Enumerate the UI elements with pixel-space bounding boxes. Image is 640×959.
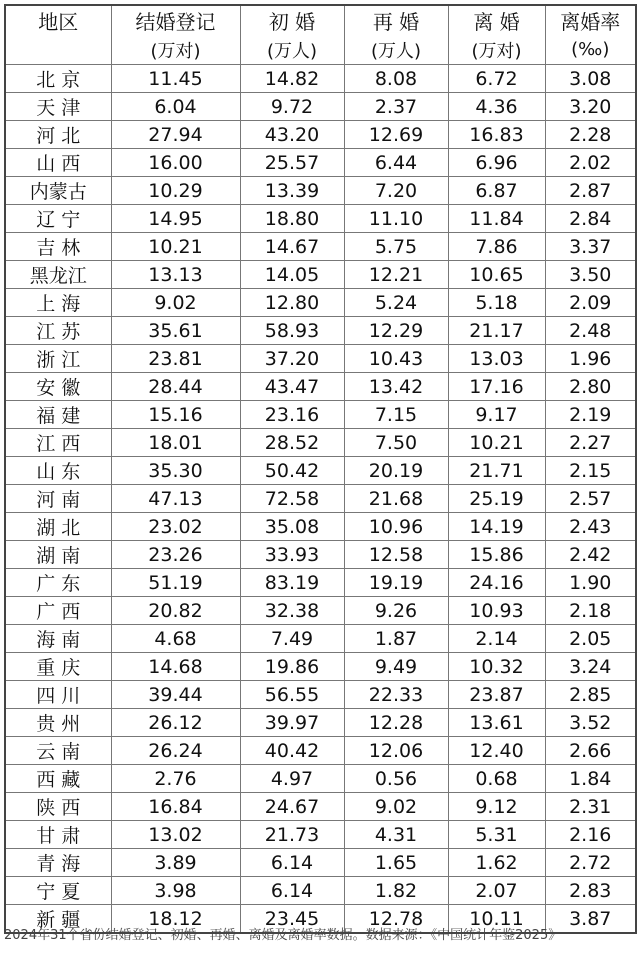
cell-marriage-registrations: 10.21 <box>111 233 240 261</box>
cell-divorce-rate: 2.28 <box>545 121 636 149</box>
cell-divorce-rate: 2.05 <box>545 625 636 653</box>
cell-remarriage: 8.08 <box>344 65 448 93</box>
cell-divorce-rate: 3.08 <box>545 65 636 93</box>
cell-divorce: 5.18 <box>448 289 545 317</box>
cell-divorce: 21.17 <box>448 317 545 345</box>
unit-divorce: (万对) <box>448 35 545 65</box>
cell-first-marriage: 56.55 <box>240 681 344 709</box>
cell-divorce-rate: 3.20 <box>545 93 636 121</box>
cell-divorce-rate: 2.84 <box>545 205 636 233</box>
cell-divorce: 9.17 <box>448 401 545 429</box>
cell-first-marriage: 18.80 <box>240 205 344 233</box>
cell-divorce-rate: 1.90 <box>545 569 636 597</box>
cell-first-marriage: 83.19 <box>240 569 344 597</box>
cell-remarriage: 4.31 <box>344 821 448 849</box>
cell-region: 四 川 <box>5 681 111 709</box>
cell-first-marriage: 35.08 <box>240 513 344 541</box>
cell-divorce: 12.40 <box>448 737 545 765</box>
cell-divorce: 10.32 <box>448 653 545 681</box>
cell-remarriage: 12.58 <box>344 541 448 569</box>
cell-marriage-registrations: 35.61 <box>111 317 240 345</box>
cell-first-marriage: 43.20 <box>240 121 344 149</box>
cell-remarriage: 7.20 <box>344 177 448 205</box>
table-row <box>5 681 636 709</box>
cell-remarriage: 9.02 <box>344 793 448 821</box>
table-row <box>5 709 636 737</box>
cell-marriage-registrations: 23.26 <box>111 541 240 569</box>
cell-divorce: 6.72 <box>448 65 545 93</box>
cell-remarriage: 19.19 <box>344 569 448 597</box>
cell-divorce-rate: 1.96 <box>545 345 636 373</box>
cell-region: 新 疆 <box>5 905 111 934</box>
cell-divorce: 24.16 <box>448 569 545 597</box>
table-row <box>5 429 636 457</box>
cell-first-marriage: 13.39 <box>240 177 344 205</box>
cell-remarriage: 12.29 <box>344 317 448 345</box>
cell-marriage-registrations: 26.24 <box>111 737 240 765</box>
cell-first-marriage: 14.67 <box>240 233 344 261</box>
cell-divorce: 5.31 <box>448 821 545 849</box>
cell-marriage-registrations: 4.68 <box>111 625 240 653</box>
cell-remarriage: 6.44 <box>344 149 448 177</box>
cell-marriage-registrations: 14.95 <box>111 205 240 233</box>
table-row <box>5 345 636 373</box>
cell-first-marriage: 39.97 <box>240 709 344 737</box>
cell-remarriage: 5.75 <box>344 233 448 261</box>
cell-divorce: 2.14 <box>448 625 545 653</box>
cell-first-marriage: 14.82 <box>240 65 344 93</box>
cell-first-marriage: 6.14 <box>240 849 344 877</box>
cell-divorce-rate: 2.87 <box>545 177 636 205</box>
cell-divorce: 23.87 <box>448 681 545 709</box>
table-row <box>5 261 636 289</box>
cell-region: 海 南 <box>5 625 111 653</box>
table-row <box>5 205 636 233</box>
cell-first-marriage: 72.58 <box>240 485 344 513</box>
cell-region: 甘 肃 <box>5 821 111 849</box>
cell-divorce: 10.11 <box>448 905 545 934</box>
table-row <box>5 65 636 93</box>
table-row <box>5 513 636 541</box>
cell-divorce: 21.71 <box>448 457 545 485</box>
cell-first-marriage: 19.86 <box>240 653 344 681</box>
cell-first-marriage: 7.49 <box>240 625 344 653</box>
cell-divorce-rate: 2.43 <box>545 513 636 541</box>
cell-marriage-registrations: 11.45 <box>111 65 240 93</box>
cell-marriage-registrations: 13.13 <box>111 261 240 289</box>
table-row <box>5 317 636 345</box>
cell-region: 福 建 <box>5 401 111 429</box>
unit-marriage-registrations: (万对) <box>111 35 240 65</box>
cell-remarriage: 7.15 <box>344 401 448 429</box>
cell-divorce-rate: 2.09 <box>545 289 636 317</box>
cell-divorce-rate: 2.27 <box>545 429 636 457</box>
cell-divorce: 17.16 <box>448 373 545 401</box>
cell-marriage-registrations: 18.01 <box>111 429 240 457</box>
cell-region: 广 西 <box>5 597 111 625</box>
cell-first-marriage: 6.14 <box>240 877 344 905</box>
cell-remarriage: 10.43 <box>344 345 448 373</box>
cell-divorce-rate: 2.80 <box>545 373 636 401</box>
cell-divorce-rate: 1.84 <box>545 765 636 793</box>
cell-region: 西 藏 <box>5 765 111 793</box>
cell-divorce: 13.61 <box>448 709 545 737</box>
cell-remarriage: 12.28 <box>344 709 448 737</box>
cell-region: 云 南 <box>5 737 111 765</box>
cell-divorce-rate: 3.50 <box>545 261 636 289</box>
cell-marriage-registrations: 6.04 <box>111 93 240 121</box>
cell-divorce-rate: 3.37 <box>545 233 636 261</box>
cell-first-marriage: 9.72 <box>240 93 344 121</box>
cell-divorce: 11.84 <box>448 205 545 233</box>
cell-first-marriage: 14.05 <box>240 261 344 289</box>
header-remarriage: 再 婚 <box>344 5 448 35</box>
table-row <box>5 541 636 569</box>
cell-region: 陕 西 <box>5 793 111 821</box>
cell-remarriage: 1.87 <box>344 625 448 653</box>
cell-region: 河 北 <box>5 121 111 149</box>
cell-first-marriage: 40.42 <box>240 737 344 765</box>
cell-remarriage: 12.78 <box>344 905 448 934</box>
cell-marriage-registrations: 15.16 <box>111 401 240 429</box>
cell-first-marriage: 4.97 <box>240 765 344 793</box>
cell-first-marriage: 25.57 <box>240 149 344 177</box>
header-divorce: 离 婚 <box>448 5 545 35</box>
table-row <box>5 289 636 317</box>
table-row <box>5 401 636 429</box>
cell-region: 宁 夏 <box>5 877 111 905</box>
table-row <box>5 457 636 485</box>
cell-first-marriage: 58.93 <box>240 317 344 345</box>
cell-region: 江 苏 <box>5 317 111 345</box>
cell-region: 江 西 <box>5 429 111 457</box>
cell-region: 上 海 <box>5 289 111 317</box>
cell-divorce: 14.19 <box>448 513 545 541</box>
unit-first-marriage: (万人) <box>240 35 344 65</box>
cell-first-marriage: 12.80 <box>240 289 344 317</box>
cell-marriage-registrations: 28.44 <box>111 373 240 401</box>
cell-divorce: 16.83 <box>448 121 545 149</box>
cell-divorce: 4.36 <box>448 93 545 121</box>
cell-first-marriage: 23.16 <box>240 401 344 429</box>
cell-marriage-registrations: 39.44 <box>111 681 240 709</box>
cell-remarriage: 10.96 <box>344 513 448 541</box>
table-row <box>5 177 636 205</box>
cell-region: 吉 林 <box>5 233 111 261</box>
cell-divorce-rate: 2.48 <box>545 317 636 345</box>
table-row <box>5 653 636 681</box>
cell-divorce: 15.86 <box>448 541 545 569</box>
table-row <box>5 597 636 625</box>
table-row <box>5 373 636 401</box>
table-row <box>5 793 636 821</box>
cell-divorce: 9.12 <box>448 793 545 821</box>
cell-divorce-rate: 2.31 <box>545 793 636 821</box>
cell-first-marriage: 24.67 <box>240 793 344 821</box>
cell-divorce-rate: 2.02 <box>545 149 636 177</box>
cell-divorce: 10.65 <box>448 261 545 289</box>
cell-first-marriage: 32.38 <box>240 597 344 625</box>
table-row <box>5 765 636 793</box>
table-row <box>5 821 636 849</box>
cell-remarriage: 12.69 <box>344 121 448 149</box>
cell-marriage-registrations: 3.89 <box>111 849 240 877</box>
cell-divorce: 1.62 <box>448 849 545 877</box>
cell-region: 山 东 <box>5 457 111 485</box>
cell-divorce-rate: 2.15 <box>545 457 636 485</box>
unit-remarriage: (万人) <box>344 35 448 65</box>
cell-divorce-rate: 2.83 <box>545 877 636 905</box>
cell-remarriage: 22.33 <box>344 681 448 709</box>
table-row <box>5 877 636 905</box>
table-row <box>5 849 636 877</box>
cell-divorce-rate: 2.72 <box>545 849 636 877</box>
cell-region: 贵 州 <box>5 709 111 737</box>
cell-divorce-rate: 3.24 <box>545 653 636 681</box>
cell-first-marriage: 43.47 <box>240 373 344 401</box>
cell-region: 浙 江 <box>5 345 111 373</box>
cell-remarriage: 9.26 <box>344 597 448 625</box>
table-row <box>5 485 636 513</box>
table-body <box>5 65 636 934</box>
cell-divorce: 25.19 <box>448 485 545 513</box>
cell-remarriage: 1.65 <box>344 849 448 877</box>
cell-remarriage: 2.37 <box>344 93 448 121</box>
header-divorce-rate: 离婚率 <box>545 5 636 35</box>
cell-region: 天 津 <box>5 93 111 121</box>
cell-remarriage: 0.56 <box>344 765 448 793</box>
cell-divorce: 6.96 <box>448 149 545 177</box>
cell-marriage-registrations: 20.82 <box>111 597 240 625</box>
cell-marriage-registrations: 13.02 <box>111 821 240 849</box>
cell-first-marriage: 37.20 <box>240 345 344 373</box>
marriage-data-table <box>4 4 637 934</box>
table-row <box>5 233 636 261</box>
cell-marriage-registrations: 51.19 <box>111 569 240 597</box>
cell-divorce-rate: 3.52 <box>545 709 636 737</box>
cell-region: 辽 宁 <box>5 205 111 233</box>
header-row <box>5 5 636 35</box>
table-row <box>5 121 636 149</box>
cell-marriage-registrations: 3.98 <box>111 877 240 905</box>
cell-region: 北 京 <box>5 65 111 93</box>
cell-marriage-registrations: 23.02 <box>111 513 240 541</box>
cell-remarriage: 20.19 <box>344 457 448 485</box>
table-row <box>5 737 636 765</box>
cell-divorce: 13.03 <box>448 345 545 373</box>
header-marriage-registrations: 结婚登记 <box>111 5 240 35</box>
cell-divorce-rate: 2.16 <box>545 821 636 849</box>
cell-marriage-registrations: 2.76 <box>111 765 240 793</box>
cell-marriage-registrations: 27.94 <box>111 121 240 149</box>
cell-remarriage: 7.50 <box>344 429 448 457</box>
cell-divorce-rate: 2.19 <box>545 401 636 429</box>
cell-divorce: 6.87 <box>448 177 545 205</box>
cell-remarriage: 13.42 <box>344 373 448 401</box>
cell-first-marriage: 50.42 <box>240 457 344 485</box>
cell-first-marriage: 28.52 <box>240 429 344 457</box>
cell-remarriage: 5.24 <box>344 289 448 317</box>
cell-marriage-registrations: 14.68 <box>111 653 240 681</box>
unit-divorce-rate: (‰) <box>545 35 636 65</box>
cell-divorce: 7.86 <box>448 233 545 261</box>
cell-remarriage: 21.68 <box>344 485 448 513</box>
cell-first-marriage: 33.93 <box>240 541 344 569</box>
cell-region: 黑龙江 <box>5 261 111 289</box>
cell-first-marriage: 21.73 <box>240 821 344 849</box>
cell-divorce: 10.21 <box>448 429 545 457</box>
cell-remarriage: 1.82 <box>344 877 448 905</box>
cell-divorce: 2.07 <box>448 877 545 905</box>
cell-region: 青 海 <box>5 849 111 877</box>
cell-divorce-rate: 2.18 <box>545 597 636 625</box>
cell-region: 广 东 <box>5 569 111 597</box>
cell-remarriage: 12.21 <box>344 261 448 289</box>
table-row <box>5 93 636 121</box>
table-row <box>5 149 636 177</box>
header-region: 地区 <box>5 5 111 35</box>
cell-region: 安 徽 <box>5 373 111 401</box>
cell-divorce-rate: 3.87 <box>545 905 636 934</box>
unit-row <box>5 35 636 65</box>
cell-remarriage: 9.49 <box>344 653 448 681</box>
cell-marriage-registrations: 35.30 <box>111 457 240 485</box>
table-row <box>5 569 636 597</box>
cell-marriage-registrations: 47.13 <box>111 485 240 513</box>
table-caption: 2024年31个省份结婚登记、初婚、再婚、离婚及离婚率数据。数据来源：《中国统计年鉴2025》 <box>4 928 562 943</box>
cell-marriage-registrations: 10.29 <box>111 177 240 205</box>
header-first-marriage: 初 婚 <box>240 5 344 35</box>
cell-marriage-registrations: 26.12 <box>111 709 240 737</box>
cell-divorce: 10.93 <box>448 597 545 625</box>
unit-region <box>5 35 111 65</box>
cell-marriage-registrations: 16.00 <box>111 149 240 177</box>
cell-marriage-registrations: 16.84 <box>111 793 240 821</box>
table-row <box>5 625 636 653</box>
cell-divorce-rate: 2.57 <box>545 485 636 513</box>
cell-remarriage: 12.06 <box>344 737 448 765</box>
cell-region: 内蒙古 <box>5 177 111 205</box>
cell-region: 湖 北 <box>5 513 111 541</box>
cell-marriage-registrations: 23.81 <box>111 345 240 373</box>
cell-marriage-registrations: 9.02 <box>111 289 240 317</box>
cell-region: 山 西 <box>5 149 111 177</box>
cell-divorce-rate: 2.85 <box>545 681 636 709</box>
cell-remarriage: 11.10 <box>344 205 448 233</box>
cell-region: 湖 南 <box>5 541 111 569</box>
cell-divorce-rate: 2.42 <box>545 541 636 569</box>
cell-region: 河 南 <box>5 485 111 513</box>
cell-divorce: 0.68 <box>448 765 545 793</box>
cell-first-marriage: 23.45 <box>240 905 344 934</box>
cell-region: 重 庆 <box>5 653 111 681</box>
cell-divorce-rate: 2.66 <box>545 737 636 765</box>
cell-marriage-registrations: 18.12 <box>111 905 240 934</box>
